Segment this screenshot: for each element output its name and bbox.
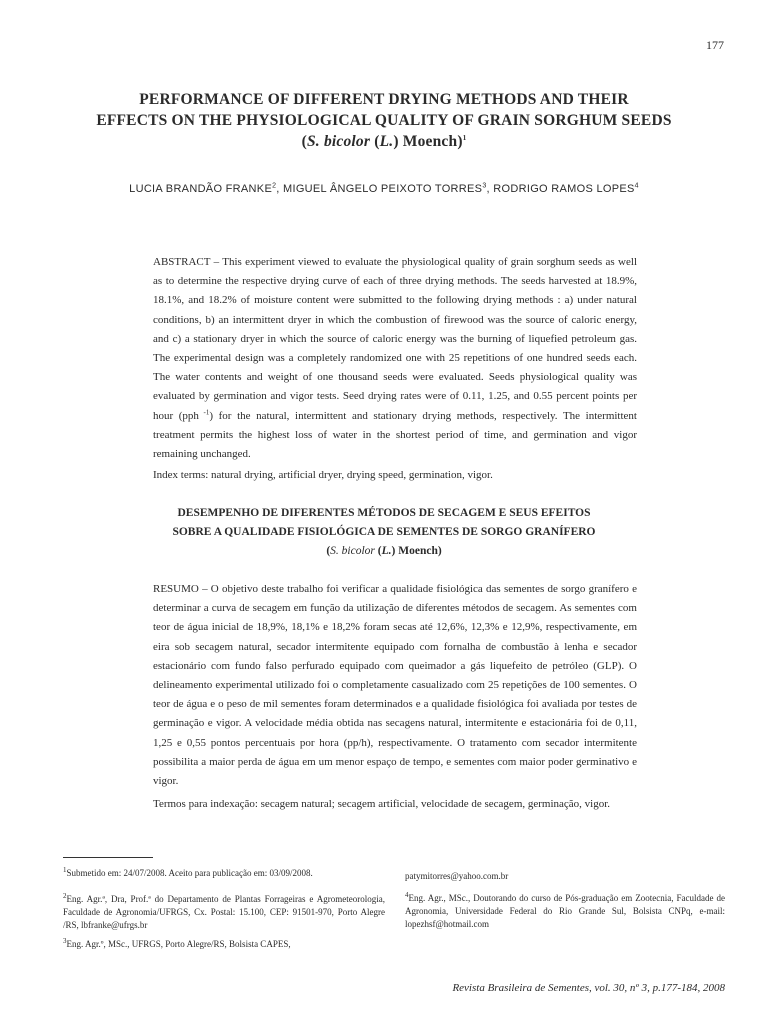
index-terms: Index terms: natural drying, artificial dryer, drying speed, germination, vigor. xyxy=(153,469,493,481)
termos-indexacao: Termos para indexação: secagem natural; secagem artificial, velocidade de secagem, germinação, vigor. xyxy=(153,798,611,810)
portuguese-title xyxy=(60,504,708,561)
title-line-1: PERFORMANCE OF DIFFERENT DRYING METHODS AND THEIR xyxy=(139,91,629,108)
english-title xyxy=(60,89,708,152)
title-line-2: EFFECTS ON THE PHYSIOLOGICAL QUALITY OF GRAIN SORGHUM SEEDS xyxy=(96,112,672,129)
species-name: S. bicolor xyxy=(306,133,371,150)
page-number: 177 xyxy=(706,38,724,52)
author-affiliation-marker: 2 xyxy=(272,182,277,190)
author-name: MIGUEL ÂNGELO PEIXOTO TORRES xyxy=(283,183,483,195)
author-list: LUCIA BRANDÃO FRANKE$^2$, MIGUEL ÂNGELO PEIXOTO TORRES$^3$, RODRIGO RAMOS LOPES$^4$ xyxy=(129,182,639,195)
species-author: L. xyxy=(381,545,392,557)
pt-title-line-3: (S. bicolor (L.) Moench) xyxy=(326,545,442,557)
author-affiliation-marker: 3 xyxy=(482,182,487,190)
author-affiliation-marker: 4 xyxy=(634,182,639,190)
title-footnote-marker: 1 xyxy=(462,133,467,142)
resumo-paragraph: RESUMO – O objetivo deste trabalho foi verificar a qualidade fisiológica das sementes de sorgo granífero e determinar a curva de secagem em função da utilização de diferentes métodos de secagem. As sementes com teor de água inicial de 18,9%, 18,1% e 18,2% foram secas até 12,6%, 12,3% e 12,9%, respectivamente, em eira sob secagem natural, secador intermitente equipado com fornalha de combustão à lenha e secador estacionário com fundo falso perfurado equipado com queimador a gás liquefeito de petróleo (GLP). O delineamento experimental utilizado foi o completamente casualizado com 25 repetições de 100 sementes. O teor de água e o peso de mil sementes foram determinados e a qualidade fisiológica foi avaliada por testes de germinação e vigor. A velocidade média obtida nas secagens natural, intermitente e estacionária foi de 0,11, 1,25 e 0,55 pontos percentuais por hora (pp/h), respectivamente. O tratamento com secador intermitente possibilita a maior perda de água em um menor espaço de tempo, e sementes com maior poder germinativo e vigor. xyxy=(153,583,637,788)
journal-reference: Revista Brasileira de Sementes, vol. 30, nº 3, p.177-184, 2008 xyxy=(452,982,725,994)
abstract-paragraph: ABSTRACT – This experiment viewed to evaluate the physiological quality of grain sorghum seeds as well as to determine the respective drying curve of each of three drying methods. The seeds harvested at 18.9%, 18.1%, and 18.2% of moisture content were submitted to the following drying methods : a) under natural conditions, b) an intermittent dryer in which the combustion of firewood was the source of caloric energy, and c) a stationary dryer in which the source of caloric energy was the burning of liquefied petroleum gas. The experimental design was a completely randomized one with 25 repetitions of one hundred seeds each. The water contents and weight of one thousand seeds were evaluated. Seeds physiological quality was evaluated by germination and vigor tests. Seed drying rates were of 0.11, 1.25, and 0.55 percent points per hour (pph $^{-1}$) for the natural, intermittent and stationary drying methods, respectively. The intermittent treatment permits the highest loss of water in the shortest period of time, and germination and vigor remaining unchanged. xyxy=(153,256,637,461)
title-line-3: (S. bicolor (L.) Moench)$^1$ xyxy=(301,133,467,150)
footnote-1: $^1$Submetido em: 24/07/2008. Aceito para publicação em: 03/09/2008. xyxy=(63,866,313,878)
footnote-2: $^2$Eng. Agr.ª, Dra, Prof.ª do Departamento de Plantas Forrageiras e Agrometeorologia, Faculdade de Agronomia/UFRGS, Cx. Postal: 15.100, CEP: 91501-970, Porto Alegre /RS, lbfranke@ufrgs.br xyxy=(63,892,385,930)
pt-title-line-2: SOBRE A QUALIDADE FISIOLÓGICA DE SEMENTES DE SORGO GRANÍFERO xyxy=(172,526,596,538)
author-name: RODRIGO RAMOS LOPES xyxy=(493,183,635,195)
footnote-divider xyxy=(63,857,153,858)
species-author: L. xyxy=(379,133,394,150)
species-name: S. bicolor xyxy=(330,545,375,557)
unit-exponent: -1 xyxy=(198,407,210,416)
footnote-4: $^4$Eng. Agr., MSc., Doutorando do curso de Pós-graduação em Zootecnia, Faculdade de Agronomia, Universidade Federal do Rio Grande Sul, Bolsista CNPq, e-mail: lopezhsf@hotmail.com xyxy=(405,891,725,929)
author-name: LUCIA BRANDÃO FRANKE xyxy=(129,183,273,195)
footnote-3: $^3$Eng. Agr.º, MSc., UFRGS, Porto Alegre/RS, Bolsista CAPES, xyxy=(63,937,291,949)
footnote-3-continued: patymitorres@yahoo.com.br xyxy=(405,871,509,881)
pt-title-line-1: DESEMPENHO DE DIFERENTES MÉTODOS DE SECAGEM E SEUS EFEITOS xyxy=(177,507,591,519)
